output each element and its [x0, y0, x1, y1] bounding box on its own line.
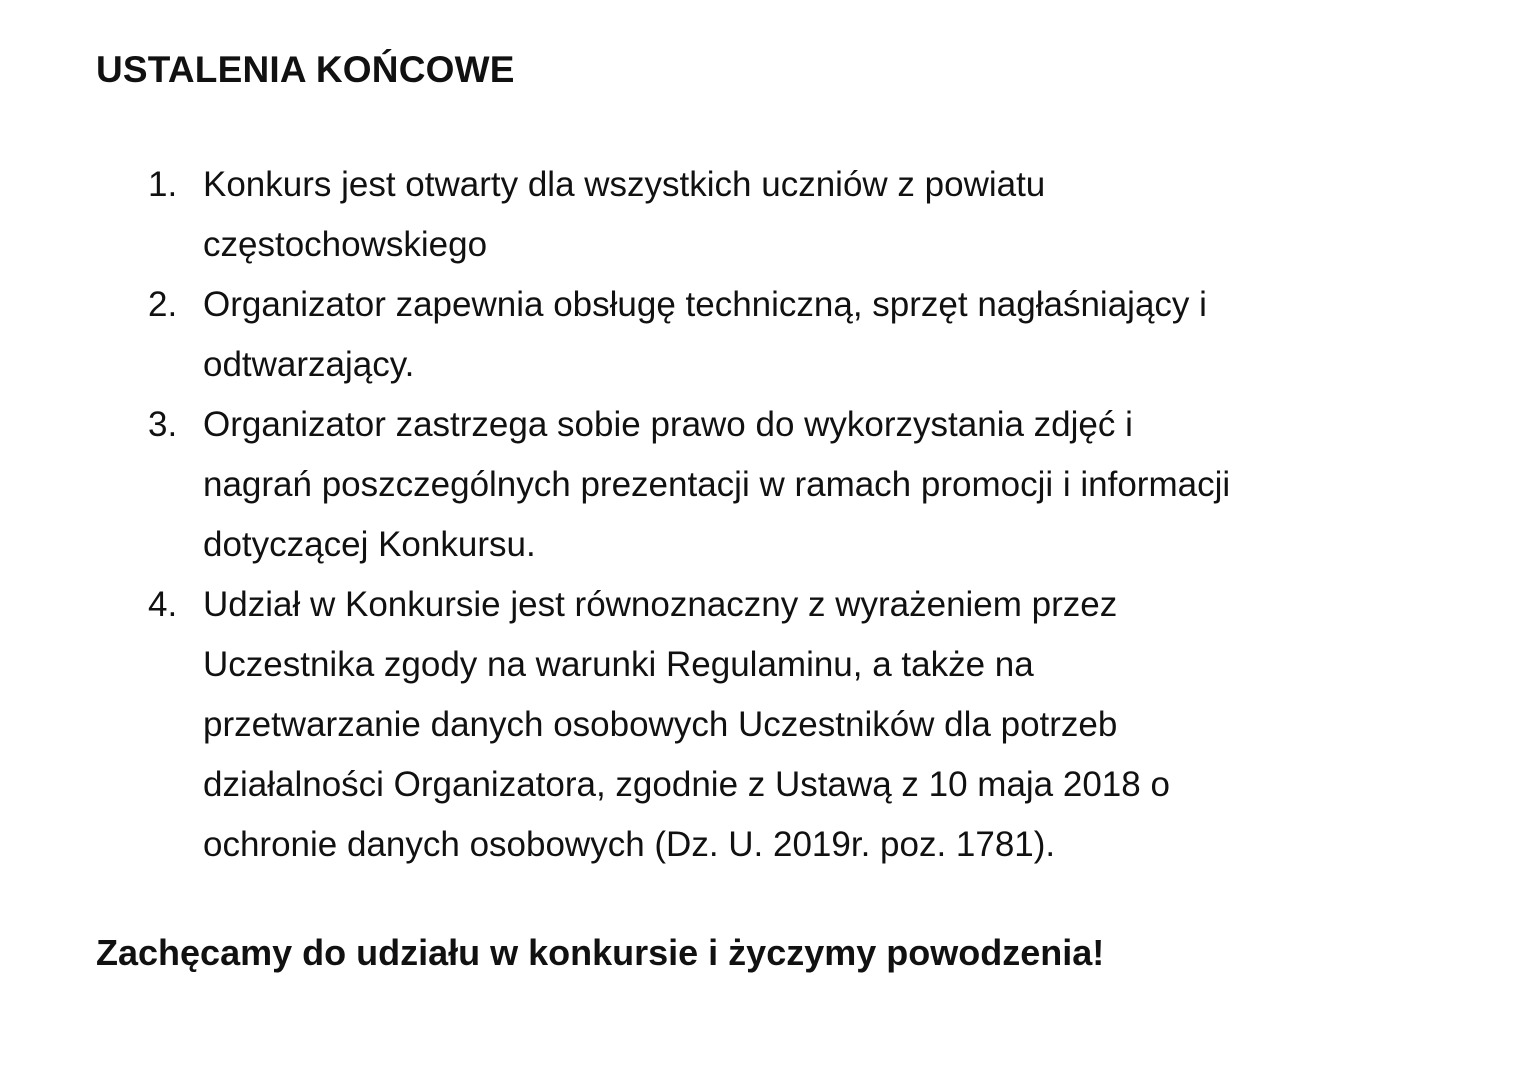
list-item-line: Organizator zastrzega sobie prawo do wykorzystania zdjęć i [203, 405, 1133, 444]
rules-list [148, 155, 1468, 875]
list-item-line: Konkurs jest otwarty dla wszystkich uczniów z powiatu [203, 165, 1046, 204]
list-item-line: ochronie danych osobowych (Dz. U. 2019r. poz. 1781). [203, 825, 1056, 864]
list-item [148, 575, 1468, 875]
list-item [148, 155, 1468, 275]
list-item-text [203, 575, 1468, 875]
list-item-line: odtwarzający. [203, 345, 415, 384]
list-item-text [203, 155, 1468, 275]
list-item-line: dotyczącej Konkursu. [203, 525, 536, 564]
list-item-line: nagrań poszczególnych prezentacji w ramach promocji i informacji [203, 465, 1231, 504]
list-item-line: przetwarzanie danych osobowych Uczestników dla potrzeb [203, 705, 1118, 744]
list-item-line: Udział w Konkursie jest równoznaczny z wyrażeniem przez [203, 585, 1118, 624]
list-item-number: 4. [148, 585, 178, 624]
section-heading: USTALENIA KOŃCOWE [96, 49, 515, 90]
list-item-number: 3. [148, 405, 178, 444]
list-item-line: Organizator zapewnia obsługę techniczną, sprzęt nagłaśniający i [203, 285, 1207, 324]
list-item-line: Uczestnika zgody na warunki Regulaminu, a także na [203, 645, 1034, 684]
list-item-text [203, 395, 1468, 575]
closing-statement: Zachęcamy do udziału w konkursie i życzymy powodzenia! [96, 932, 1105, 973]
list-item [148, 395, 1468, 575]
list-item-number: 2. [148, 285, 178, 324]
list-item-line: częstochowskiego [203, 225, 488, 264]
list-item-number: 1. [148, 165, 178, 204]
list-item-text [203, 275, 1468, 395]
list-item-line: działalności Organizatora, zgodnie z Ustawą z 10 maja 2018 o [203, 765, 1170, 804]
list-item [148, 275, 1468, 395]
